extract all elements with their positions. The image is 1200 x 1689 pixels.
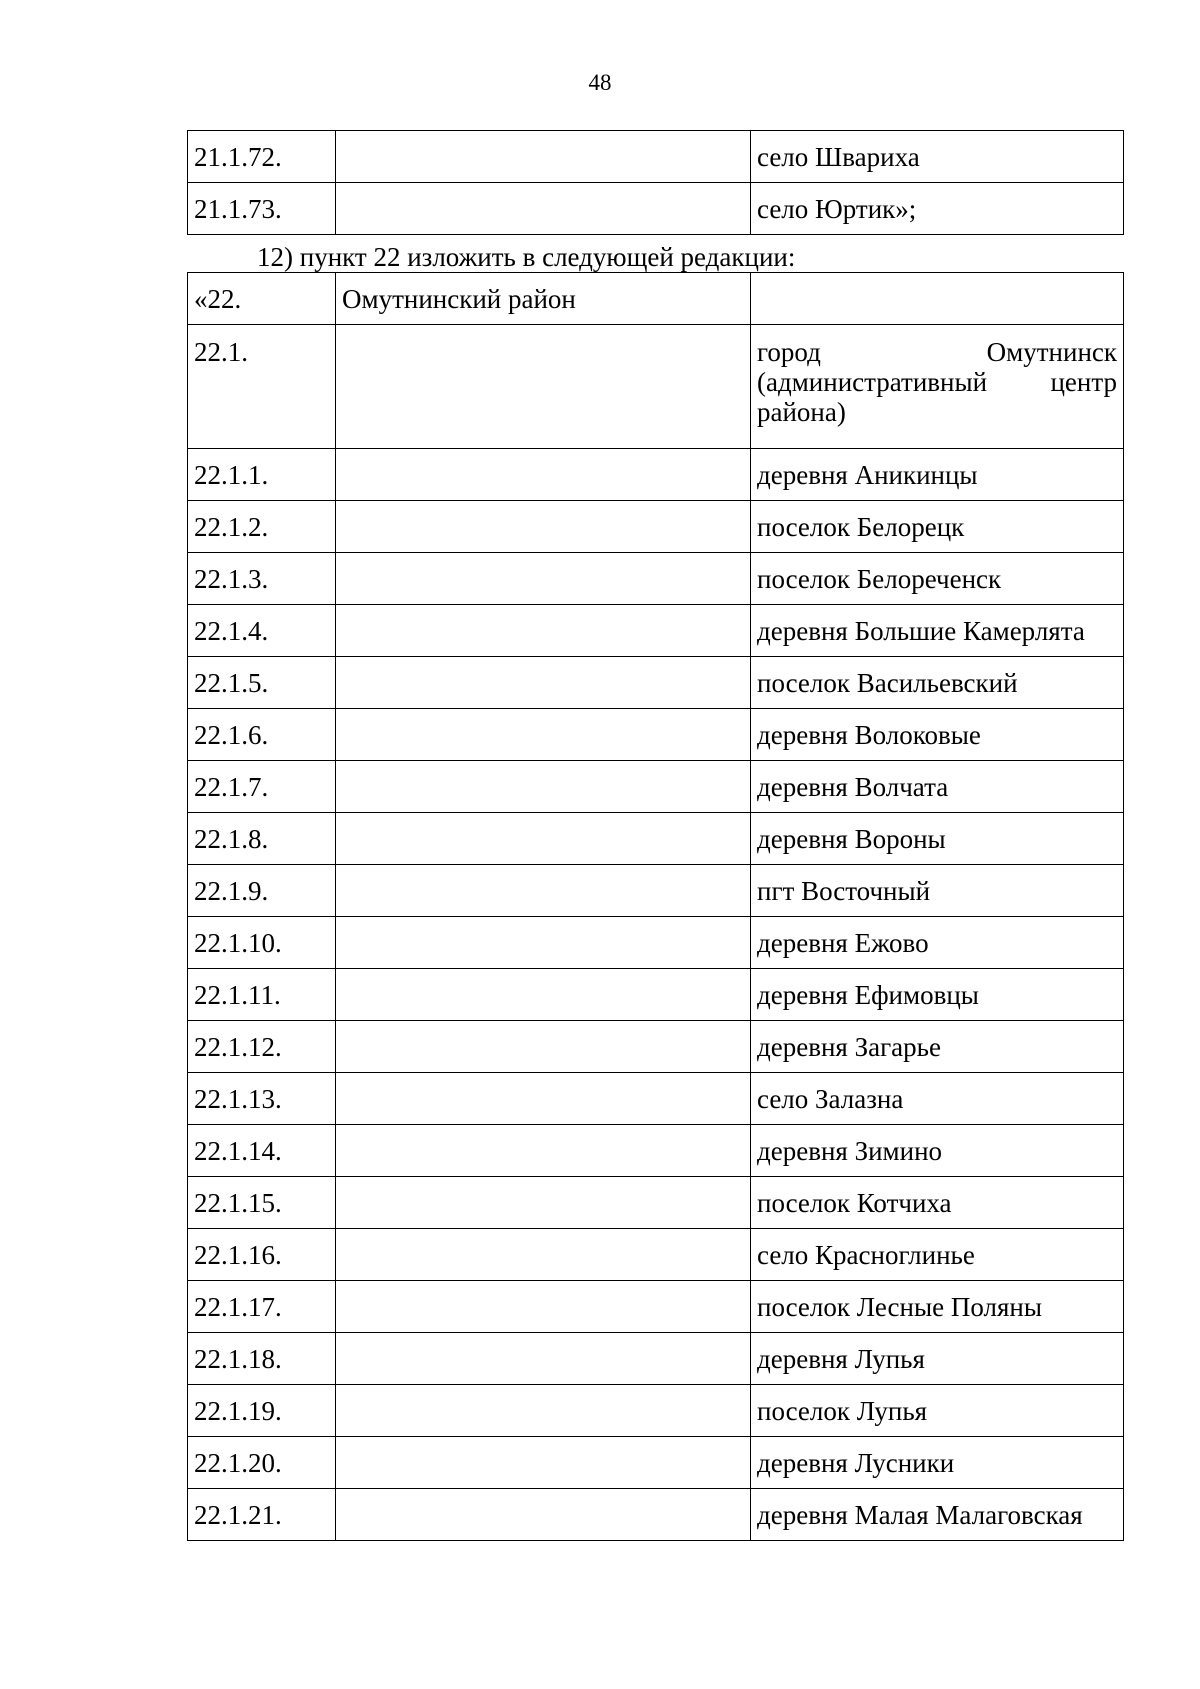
cell-name: [336, 969, 751, 1021]
cell-name: [336, 1333, 751, 1385]
cell-settlement: деревня Загарье: [751, 1021, 1124, 1073]
table-row: [188, 657, 1124, 709]
cell-name: [336, 1177, 751, 1229]
cell-num: 22.1.17.: [188, 1281, 336, 1333]
cell-settlement: поселок Лупья: [751, 1385, 1124, 1437]
cell-num: 22.1.8.: [188, 813, 336, 865]
cell-name: [336, 1021, 751, 1073]
cell-num: 22.1.4.: [188, 605, 336, 657]
settlements-table-continued: [187, 130, 1124, 235]
cell-name: Омутнинский район: [336, 273, 751, 325]
table-row: [188, 1229, 1124, 1281]
cell-settlement: деревня Лусники: [751, 1437, 1124, 1489]
cell-name: [336, 657, 751, 709]
table-row: [188, 1385, 1124, 1437]
cell-name: [336, 1385, 751, 1437]
cell-name: [336, 1489, 751, 1541]
cell-settlement: поселок Котчиха: [751, 1177, 1124, 1229]
table-row: [188, 131, 1124, 183]
table-row: [188, 1333, 1124, 1385]
cell-num: 22.1.20.: [188, 1437, 336, 1489]
cell-settlement: село Юртик»;: [751, 183, 1124, 235]
table-row: [188, 917, 1124, 969]
table-row: [188, 1281, 1124, 1333]
cell-settlement: поселок Лесные Поляны: [751, 1281, 1124, 1333]
table-row: [188, 1177, 1124, 1229]
table-row: [188, 1125, 1124, 1177]
table-row: [188, 325, 1124, 449]
cell-settlement: поселок Белорецк: [751, 501, 1124, 553]
cell-settlement: село Залазна: [751, 1073, 1124, 1125]
amendment-text: 12) пункт 22 изложить в следующей редакции:: [257, 242, 796, 272]
cell-settlement: село Красноглинье: [751, 1229, 1124, 1281]
cell-num: 22.1.6.: [188, 709, 336, 761]
cell-num: 22.1.7.: [188, 761, 336, 813]
table-row: [188, 1489, 1124, 1541]
cell-name: [336, 605, 751, 657]
cell-num: 22.1.11.: [188, 969, 336, 1021]
cell-num: «22.: [188, 273, 336, 325]
cell-name: [336, 1437, 751, 1489]
settlements-table: [187, 272, 1124, 1541]
cell-settlement: [751, 273, 1124, 325]
cell-settlement: село Швариха: [751, 131, 1124, 183]
table-row: [188, 761, 1124, 813]
cell-num: 22.1.21.: [188, 1489, 336, 1541]
cell-num: 22.1.9.: [188, 865, 336, 917]
table-row: [188, 1021, 1124, 1073]
table-row: [188, 813, 1124, 865]
cell-num: 21.1.72.: [188, 131, 336, 183]
cell-num: 22.1.15.: [188, 1177, 336, 1229]
cell-num: 22.1.13.: [188, 1073, 336, 1125]
cell-num: 22.1.14.: [188, 1125, 336, 1177]
cell-name: [336, 1073, 751, 1125]
cell-num: 22.1.2.: [188, 501, 336, 553]
page-number: 48: [588, 70, 612, 95]
cell-num: 22.1.18.: [188, 1333, 336, 1385]
cell-num: 22.1.1.: [188, 449, 336, 501]
cell-name: [336, 813, 751, 865]
cell-num: 22.1.16.: [188, 1229, 336, 1281]
cell-num: 22.1.12.: [188, 1021, 336, 1073]
cell-num: 22.1.19.: [188, 1385, 336, 1437]
table-row: [188, 273, 1124, 325]
cell-settlement: деревня Вороны: [751, 813, 1124, 865]
cell-name: [336, 709, 751, 761]
cell-num: 22.1.: [188, 325, 336, 449]
cell-settlement: деревня Ежово: [751, 917, 1124, 969]
cell-name: [336, 449, 751, 501]
table-row: [188, 969, 1124, 1021]
table-row: [188, 1073, 1124, 1125]
table-row: [188, 865, 1124, 917]
cell-name: [336, 1281, 751, 1333]
cell-settlement: город Омутнинск (административный центр района): [751, 325, 1124, 449]
cell-num: 21.1.73.: [188, 183, 336, 235]
cell-settlement: поселок Белореченск: [751, 553, 1124, 605]
cell-settlement: деревня Волоковые: [751, 709, 1124, 761]
table-row: [188, 709, 1124, 761]
cell-settlement: деревня Аникинцы: [751, 449, 1124, 501]
table-row: [188, 1437, 1124, 1489]
cell-settlement: пгт Восточный: [751, 865, 1124, 917]
cell-settlement: деревня Волчата: [751, 761, 1124, 813]
cell-name: [336, 553, 751, 605]
cell-name: [336, 761, 751, 813]
cell-num: 22.1.3.: [188, 553, 336, 605]
table-row: [188, 183, 1124, 235]
cell-name: [336, 131, 751, 183]
cell-settlement: деревня Зимино: [751, 1125, 1124, 1177]
cell-name: [336, 501, 751, 553]
table-row: [188, 501, 1124, 553]
cell-name: [336, 325, 751, 449]
cell-settlement: поселок Васильевский: [751, 657, 1124, 709]
cell-name: [336, 183, 751, 235]
cell-settlement: деревня Лупья: [751, 1333, 1124, 1385]
cell-name: [336, 1229, 751, 1281]
cell-name: [336, 865, 751, 917]
cell-name: [336, 1125, 751, 1177]
cell-num: 22.1.5.: [188, 657, 336, 709]
table-row: [188, 553, 1124, 605]
table-row: [188, 449, 1124, 501]
cell-settlement: деревня Малая Малаговская: [751, 1489, 1124, 1541]
table-row: [188, 605, 1124, 657]
cell-num: 22.1.10.: [188, 917, 336, 969]
cell-settlement: деревня Ефимовцы: [751, 969, 1124, 1021]
cell-name: [336, 917, 751, 969]
cell-settlement: деревня Большие Камерлята: [751, 605, 1124, 657]
